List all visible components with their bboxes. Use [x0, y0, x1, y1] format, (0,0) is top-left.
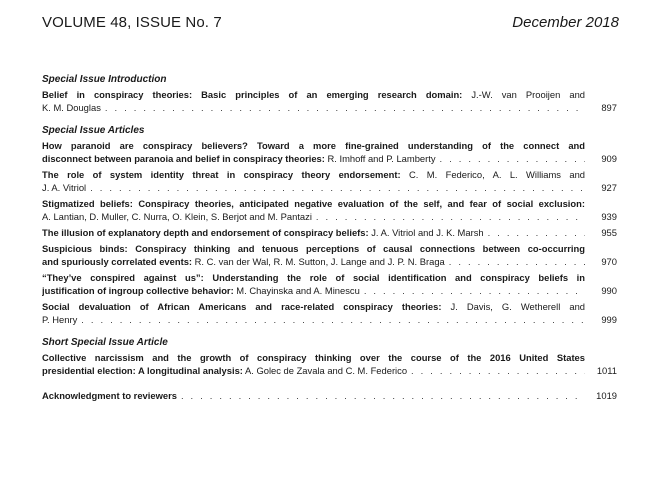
- entry-line: [42, 139, 585, 152]
- entry-title-segment: and spuriously correlated events:: [42, 256, 193, 267]
- dot-leader: [81, 313, 585, 326]
- page-number: 990: [601, 285, 617, 296]
- entry-title-segment: presidential election: A longitudinal analysis:: [42, 365, 243, 376]
- entry-authors-segment: K. M. Douglas: [42, 102, 101, 113]
- page-number: 1011: [596, 365, 617, 376]
- toc-entry[interactable]: [42, 300, 617, 326]
- page-number: 999: [601, 314, 617, 325]
- toc-entry[interactable]: [42, 351, 617, 377]
- entry-title-segment: justification of ingroup collective behavior:: [42, 285, 234, 296]
- dot-leader: [488, 226, 585, 239]
- entry-authors-segment: R. C. van der Wal, R. M. Sutton, J. Lange and J. P. N. Braga: [192, 256, 445, 267]
- page-number: 955: [601, 227, 617, 238]
- entry-title-segment: disconnect between paranoia and belief in conspiracy theories:: [42, 153, 325, 164]
- page-number: 897: [601, 102, 617, 113]
- section-heading: Special Issue Articles: [42, 125, 145, 136]
- page-number: 909: [601, 153, 617, 164]
- entry-line: [42, 226, 585, 239]
- entry-line: [42, 168, 585, 181]
- dot-leader: [181, 389, 585, 402]
- toc-entry[interactable]: [42, 226, 617, 239]
- entry-title-segment: Belief in conspiracy theories: Basic principles of an emerging research domain:: [42, 89, 463, 100]
- page-number: 927: [601, 182, 617, 193]
- page-number: 939: [601, 211, 617, 222]
- toc-section: [42, 336, 617, 377]
- entry-line: [42, 210, 585, 223]
- entry-authors-segment: R. Imhoff and P. Lamberty: [324, 153, 436, 164]
- toc-entry[interactable]: [42, 271, 617, 297]
- entry-line: [42, 242, 585, 255]
- journal-header: [42, 14, 619, 36]
- issue-date: December 2018: [512, 14, 619, 31]
- entry-title-segment: The illusion of explanatory depth and endorsement of conspiracy beliefs:: [42, 227, 369, 238]
- page-number: 1019: [596, 390, 617, 401]
- entry-authors-segment: J. Davis, G. Wetherell and: [441, 301, 585, 312]
- entry-title-segment: Social devaluation of African Americans and race-related conspiracy theories:: [42, 301, 442, 312]
- entry-line: [42, 88, 585, 101]
- entry-line: [42, 181, 585, 194]
- page-number: 970: [601, 256, 617, 267]
- dot-leader: [364, 284, 585, 297]
- entry-line: [42, 351, 585, 364]
- toc-entry[interactable]: [42, 139, 617, 165]
- entry-title-segment: Stigmatized beliefs: Conspiracy theories, anticipated negative evaluation of the self, and fear of social exclusion:: [42, 198, 585, 209]
- dot-leader: [105, 101, 585, 114]
- entry-line: [42, 271, 585, 284]
- toc-entry[interactable]: [42, 88, 617, 114]
- dot-leader: [316, 210, 585, 223]
- dot-leader: [449, 255, 585, 268]
- toc-section: [42, 124, 617, 326]
- toc-entry[interactable]: [42, 197, 617, 223]
- dot-leader: [411, 364, 585, 377]
- entry-line: [42, 101, 585, 114]
- entry-authors-segment: J. A. Vitriol: [42, 182, 87, 193]
- volume-issue: VOLUME 48, ISSUE No. 7: [42, 14, 222, 31]
- entry-line: [42, 197, 585, 210]
- toc-entry[interactable]: [42, 389, 617, 402]
- entry-line: [42, 389, 585, 402]
- entry-line: [42, 152, 585, 165]
- section-heading: Short Special Issue Article: [42, 337, 168, 348]
- dot-leader: [90, 181, 585, 194]
- entry-line: [42, 313, 585, 326]
- entry-authors-segment: P. Henry: [42, 314, 78, 325]
- entry-title-segment: Acknowledgment to reviewers: [42, 390, 177, 401]
- entry-title-segment: Suspicious binds: Conspiracy thinking and tenuous perceptions of causal connections between co-occurring: [42, 243, 585, 254]
- entry-authors-segment: M. Chayinska and A. Minescu: [233, 285, 360, 296]
- entry-title-segment: The role of system identity threat in conspiracy theory endorsement:: [42, 169, 401, 180]
- toc-section: [42, 389, 617, 402]
- entry-authors-segment: J. A. Vitriol and J. K. Marsh: [368, 227, 484, 238]
- toc-entry[interactable]: [42, 242, 617, 268]
- dot-leader: [440, 152, 585, 165]
- toc-entry[interactable]: [42, 168, 617, 194]
- entry-authors-segment: J.-W. van Prooijen and: [462, 89, 585, 100]
- entry-authors-segment: A. Golec de Zavala and C. M. Federico: [242, 365, 408, 376]
- entry-line: [42, 284, 585, 297]
- entry-title-segment: How paranoid are conspiracy believers? Toward a more fine-grained understanding of the connect and: [42, 140, 585, 151]
- section-heading: Special Issue Introduction: [42, 74, 167, 85]
- entry-title-segment: Collective narcissism and the growth of conspiracy thinking over the course of the 2016 United States: [42, 352, 585, 363]
- entry-authors-segment: A. Lantian, D. Muller, C. Nurra, O. Klein, S. Berjot and M. Pantazi: [42, 211, 312, 222]
- entry-authors-segment: C. M. Federico, A. L. Williams and: [400, 169, 585, 180]
- entry-line: [42, 300, 585, 313]
- toc-section: [42, 73, 617, 114]
- entry-line: [42, 364, 585, 377]
- table-of-contents: [42, 73, 617, 402]
- entry-line: [42, 255, 585, 268]
- entry-title-segment: “They’ve conspired against us”: Understanding the role of social identification and conspiracy beliefs in: [42, 272, 585, 283]
